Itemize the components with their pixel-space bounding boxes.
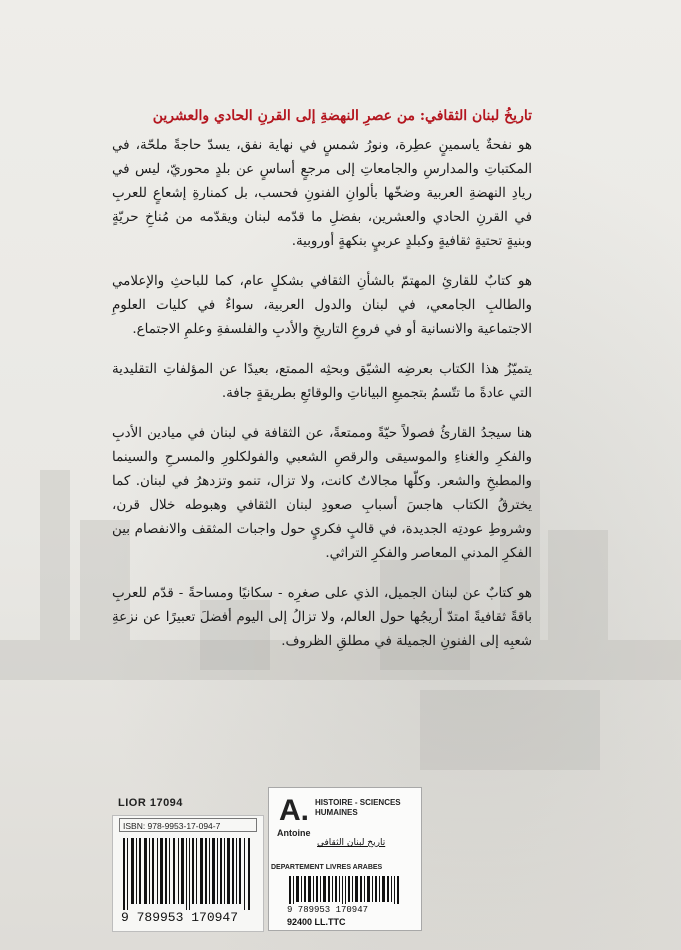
blurb-paragraph: هو نفحةٌ ياسمينٍ عطِرة، ونورُ شمسٍ في نهاية نفق، يسدّ حاجةً ملحّة، في المكتباتِ والمدارسِ والجامعاتِ إلى مرجعٍ أساسٍ عن بلدٍ محوريّ، ليس في ريادِ النهضةِ العربية وضخّها بألوانِ الفنونِ فحسب، بل كمنارةِ إشعاعٍ للعربِ في القرنِ الحادي والعشرين، بفضلِ ما قدّمه لبنان ويقدّمه من مُناخِ حريّةٍ وبنيةٍ تحتيةٍ ثقافيةٍ وكبلدٍ عربيٍ بنكهةٍ أوروبية. [112,138,532,249]
sticker-barcode-digits: 9 789953 170947 [287,905,369,915]
sticker-arabic-title: تاريخ لبنان الثقافي [317,838,386,848]
isbn-barcode-digits: 9 789953 170947 [121,910,239,925]
sticker-price-code: 92400 LL.TTC [287,917,346,927]
blurb-text [112,104,532,670]
blurb-paragraph: هو كتابٌ للقارئِ المهتمّ بالشأنِ الثقافي بشكلٍ عام، كما للباحثِ والإعلامي والطالبِ الجامعي، في لبنان والدول العربية، سواءٌ في كليات العلومِ الاجتماعية والانسانية أو في فروعِ التاريخِ والأدبِ والفلسفةِ وعلمِ الاجتماع. [112,274,532,337]
antoine-logo: A. [279,794,309,827]
catalog-code: LIOR 17094 [118,797,183,809]
isbn-number: ISBN: 978-9953-17-094-7 [119,818,257,832]
isbn-barcode [123,838,253,910]
book-category: HISTOIRE - SCIENCES HUMAINES [315,798,401,817]
blurb-paragraph: هنا سيجدُ القارئُ فصولاً حيّةً وممتعةً، عن الثقافة في لبنان في ميادين الأدبِ والفكرِ والغناءِ والموسيقى والرقصِ الشعبي والفولكلورِ والمسرحِ والسينما والمطبخِ والشعر. وكلّها مجالاتٌ كانت، ولا تزال، تنمو وتزدهرُ في لبنان. كما يخترقُ الكتاب هاجسَ أسبابِ صعودِ لبنان الثقافي وهبوطه خلال قرن، وشروطِ عودتِه الجديدة، في قالبٍ فكريٍ حول واجبات المثقف والانفصام بين الفكرِ المدني المعاصر والفكرِ التراثي. [112,426,532,561]
bookstore-price-sticker [268,787,422,931]
blurb-paragraph: يتميّزُ هذا الكتاب بعرضِه الشيّق وبحثِه الممتع، بعيدًا عن المؤلفاتِ التقليدية التي عادةً ما تتّسمُ بتجميعِ البياناتِ والوقائعِ بطريقةٍ جافة. [112,362,532,401]
blurb-paragraph: هو كتابٌ عن لبنان الجميل، الذي على صغرِه - سكانيًا ومساحةً - قدّم للعربِ باقةً ثقافيةً امتدّ أريجُها حول العالم، ولا تزالُ إلى اليوم أفضلَ تعبيرًا عن نزعةِ شعبِه إلى الفنونِ الجميلة في مطلقِ الظروف. [112,586,532,649]
antoine-logo-name: Antoine [277,828,311,838]
book-title: تاريخُ لبنان الثقافي: من عصرِ النهضةِ إلى القرنِ الحادي والعشرين [152,108,532,124]
sticker-barcode [289,876,401,904]
isbn-barcode-box [112,815,264,932]
department-label: DEPARTEMENT LIVRES ARABES [271,864,383,871]
